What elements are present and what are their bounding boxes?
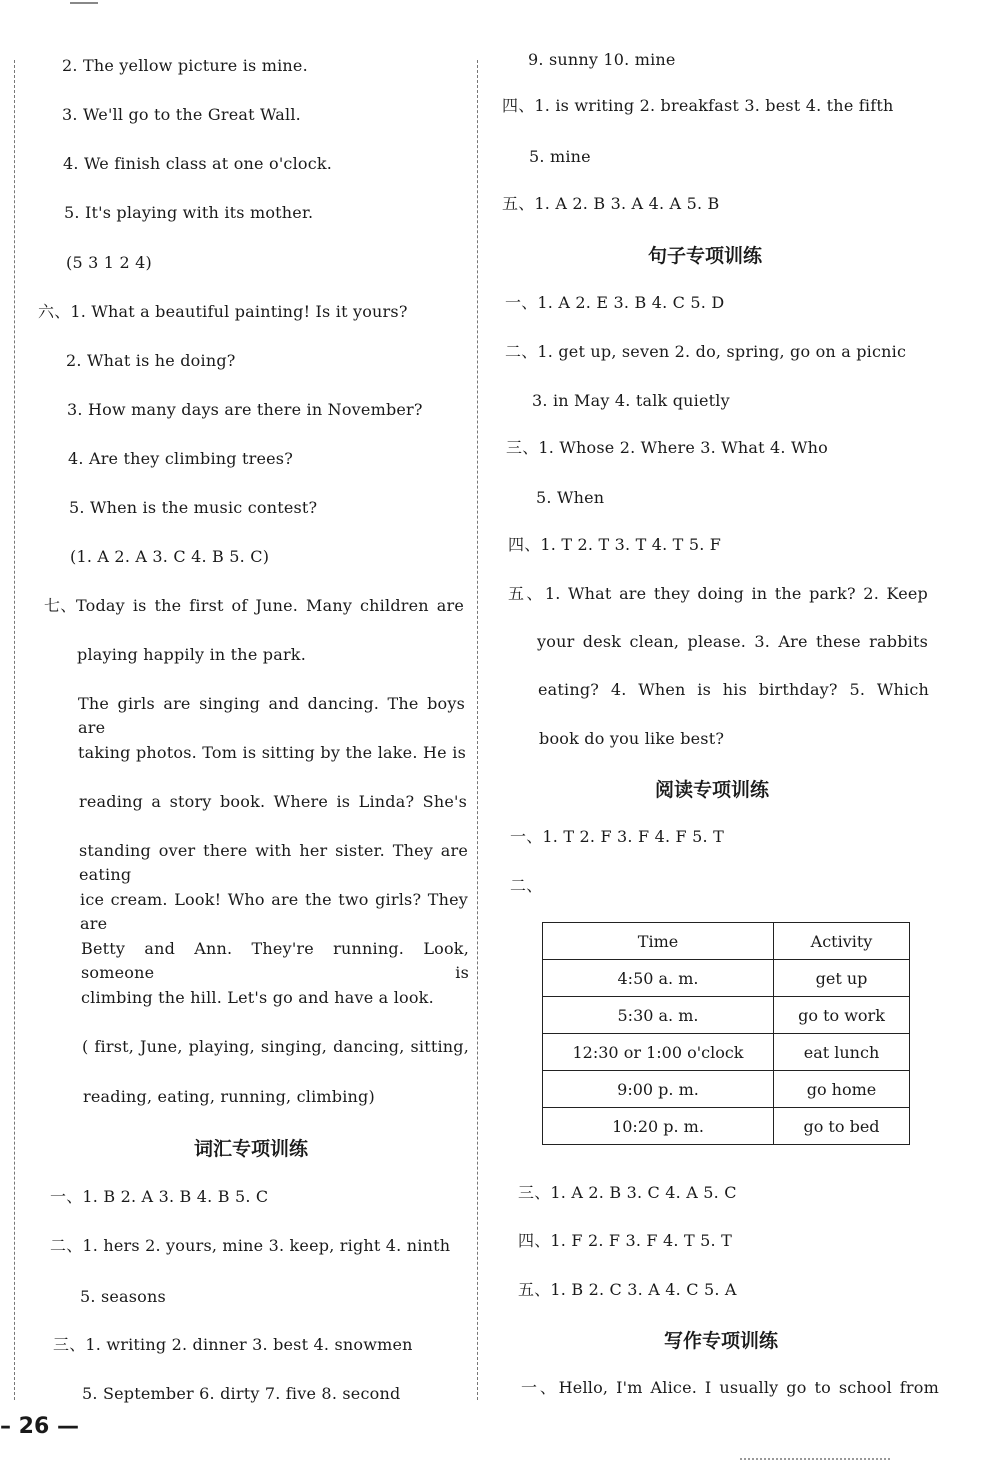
answer-line: 四、1. F 2. F 3. F 4. T 5. T [518,1231,732,1250]
table-row [543,1108,910,1145]
answer-line: 5. September 6. dirty 7. five 8. second [82,1384,401,1403]
section-marker: 二、 [510,876,543,895]
answer-line: 五、1. B 2. C 3. A 4. C 5. A [518,1280,737,1299]
passage-line: playing happily in the park. [77,645,306,664]
answer-line: eating? 4. When is his birthday? 5. Which [538,680,929,699]
table-header-row [543,923,910,960]
time-cell: 4:50 a. m. [543,960,774,997]
time-cell: 10:20 p. m. [543,1108,774,1145]
column-divider [477,60,478,1400]
activity-cell: go to work [774,997,910,1034]
answer-line: 一、1. T 2. F 3. F 4. F 5. T [510,827,724,846]
answer-line: 四、1. is writing 2. breakfast 3. best 4. the fifth [502,96,894,115]
answer-line: 3. We'll go to the Great Wall. [62,105,301,124]
time-cell: 5:30 a. m. [543,997,774,1034]
answer-text: 1. What a beautiful painting! Is it yours? [70,302,408,321]
passage-line: standing over there with her sister. They are eating [79,841,468,884]
bottom-edge-marks [740,1452,890,1460]
vocab-heading: 词汇专项训练 [194,1138,309,1160]
section-6-line [38,300,408,324]
answer-line: your desk clean, please. 3. Are these rabbits [537,632,928,651]
answer-line: 5. When is the music contest? [69,498,318,517]
answer-line: (1. A 2. A 3. C 4. B 5. C) [70,547,270,566]
answer-line: 三、1. Whose 2. Where 3. What 4. Who [506,438,828,457]
passage-line: climbing the hill. Let's go and have a look. [81,988,434,1007]
answer-line: 一、1. A 2. E 3. B 4. C 5. D [505,293,725,312]
time-cell: 12:30 or 1:00 o'clock [543,1034,774,1071]
page-number: – 26 — [0,1414,79,1439]
answer-line: 2. What is he doing? [66,351,236,370]
passage-line: taking photos. Tom is sitting by the lake. He is [78,743,466,762]
answer-line: 一、Hello, I'm Alice. I usually go to school from [521,1378,939,1397]
page-number-value: 26 [18,1414,50,1439]
answer-line: 3. in May 4. talk quietly [532,391,730,410]
activity-cell: go to bed [774,1108,910,1145]
answer-line: 5. It's playing with its mother. [64,203,314,222]
answer-line: (5 3 1 2 4) [66,253,152,272]
answer-line: 三、1. writing 2. dinner 3. best 4. snowmen [53,1335,413,1354]
passage-line: ice cream. Look! Who are the two girls? They are [80,890,468,933]
time-cell: 9:00 p. m. [543,1071,774,1108]
word-list-line: ( first, June, playing, singing, dancing, sitting, [82,1037,469,1056]
answer-line: 一、1. B 2. A 3. B 4. B 5. C [50,1187,269,1206]
answer-line: 2. The yellow picture is mine. [62,56,308,75]
reading-heading: 阅读专项训练 [655,779,770,801]
answer-line: 三、1. A 2. B 3. C 4. A 5. C [518,1183,737,1202]
word-list-line: reading, eating, running, climbing) [83,1087,375,1106]
answer-line: 二、1. hers 2. yours, mine 3. keep, right 4. ninth [50,1236,451,1255]
passage-line: The girls are singing and dancing. The boys are [78,694,465,737]
column-header-activity: Activity [774,923,910,960]
answer-line: 9. sunny 10. mine [528,50,676,69]
table-row [543,1071,910,1108]
answer-line: 4. We finish class at one o'clock. [63,154,333,173]
answer-line: 4. Are they climbing trees? [68,449,294,468]
answer-line: 二、1. get up, seven 2. do, spring, go on a picnic [505,342,907,361]
left-margin-dashed-line [14,60,15,1400]
table-row [543,997,910,1034]
table-row [543,1034,910,1071]
section-marker: 六、 [38,302,71,321]
answer-line: 5. seasons [80,1287,166,1306]
activity-cell: eat lunch [774,1034,910,1071]
sentence-heading: 句子专项训练 [648,245,763,267]
activity-cell: go home [774,1071,910,1108]
time-activity-table [542,922,910,1145]
answer-line: 5. mine [529,147,591,166]
top-edge-mark [70,0,98,4]
answer-line: 五、1. What are they doing in the park? 2. Keep [508,584,928,603]
section-marker: 七、 [44,596,77,615]
writing-heading: 写作专项训练 [664,1330,779,1352]
answer-line: book do you like best? [539,729,725,748]
answer-line: 3. How many days are there in November? [67,400,423,419]
table-row [543,960,910,997]
answer-line: 五、1. A 2. B 3. A 4. A 5. B [502,194,720,213]
passage-line: Betty and Ann. They're running. Look, someone is [81,939,469,982]
activity-cell: get up [774,960,910,997]
passage-line: reading a story book. Where is Linda? She's [79,792,467,811]
answer-line: 四、1. T 2. T 3. T 4. T 5. F [508,535,722,554]
answer-line: 5. When [536,488,605,507]
column-header-time: Time [543,923,774,960]
passage-line: Today is the first of June. Many children are [76,596,464,615]
